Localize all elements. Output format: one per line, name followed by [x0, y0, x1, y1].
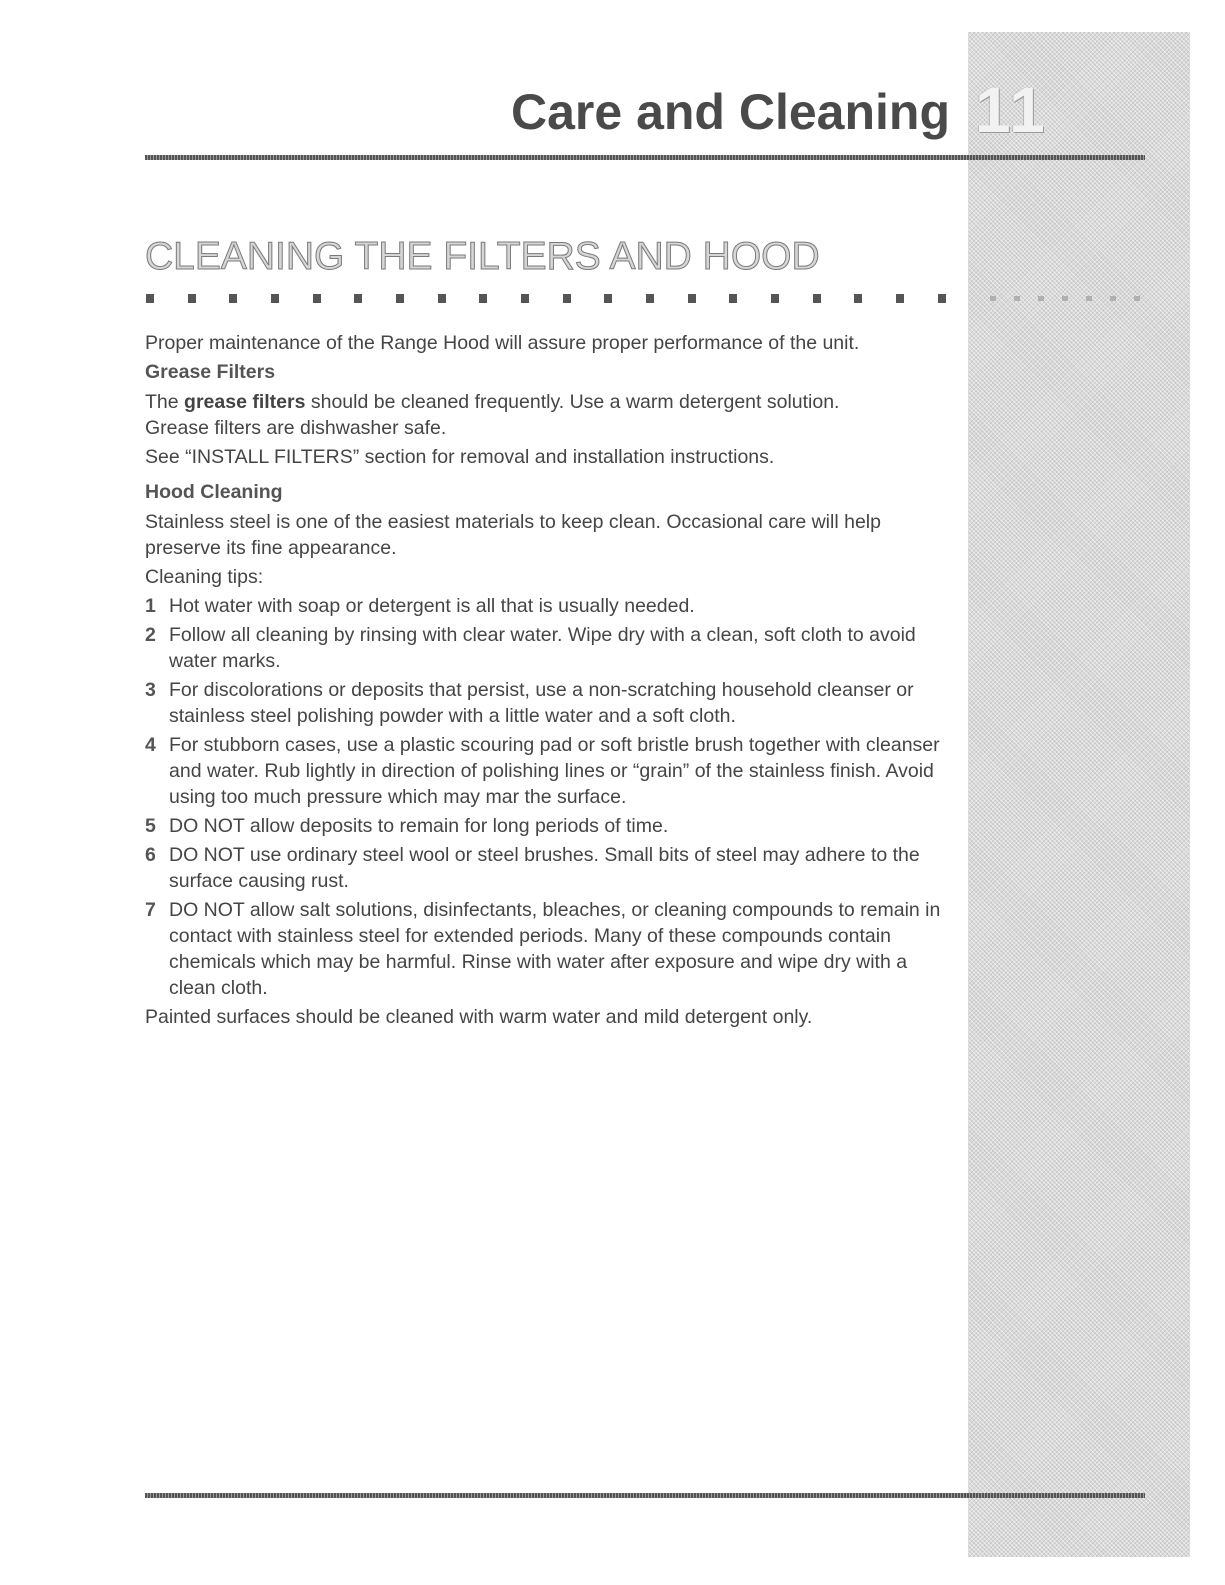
list-item-text: DO NOT allow salt solutions, disinfectants, bleaches, or cleaning compounds to remain in contact with stainless steel for extended periods. Many of these compounds contain chemicals which may be harmful. Rinse with water after exposure and wipe dry with a clean cloth. — [169, 899, 941, 999]
divider-dot — [188, 294, 196, 303]
list-item-number: 4 — [145, 734, 156, 756]
list-item — [145, 593, 955, 619]
list-item-number: 7 — [145, 899, 156, 921]
section-title: CLEANING THE FILTERS AND HOOD — [145, 235, 820, 278]
divider-dot — [688, 294, 696, 303]
grease-filters-paragraph — [145, 389, 955, 441]
list-item — [145, 813, 955, 839]
divider-dot — [313, 294, 321, 303]
list-item-text: For discolorations or deposits that persist, use a non-scratching household cleanser or stainless steel polishing powder with a little water and a soft cloth. — [169, 679, 914, 727]
list-item-text: Hot water with soap or detergent is all that is usually needed. — [169, 595, 695, 617]
list-item-text: DO NOT allow deposits to remain for long periods of time. — [169, 815, 669, 837]
divider-dot — [479, 294, 487, 303]
list-item-number: 3 — [145, 679, 156, 701]
hood-cleaning-paragraph: Stainless steel is one of the easiest materials to keep clean. Occasional care will help preserve its fine appearance. — [145, 511, 881, 559]
list-item-number: 2 — [145, 624, 156, 646]
divider-dot — [438, 294, 446, 303]
list-item — [145, 622, 955, 674]
list-item — [145, 897, 955, 1001]
divider-dot — [563, 294, 571, 303]
cleaning-tips-label: Cleaning tips: — [145, 566, 264, 588]
list-item-number: 5 — [145, 815, 156, 837]
page-number: 11 — [975, 74, 1047, 146]
cleaning-tips-list — [145, 593, 955, 1001]
grease-filters-text-start: The — [145, 391, 185, 413]
divider-dot — [229, 294, 237, 303]
divider-dot — [813, 294, 821, 303]
hood-cleaning-heading: Hood Cleaning — [145, 481, 283, 503]
list-item — [145, 677, 955, 729]
divider-dot — [1014, 296, 1020, 301]
side-dotted-divider — [990, 296, 1140, 302]
divider-dot — [1062, 296, 1068, 301]
divider-dot — [729, 294, 737, 303]
list-item-text: Follow all cleaning by rinsing with clear water. Wipe dry with a clean, soft cloth to avoid water marks. — [169, 624, 916, 672]
grease-filters-bold-term: grease filters — [184, 391, 306, 413]
list-item-text: For stubborn cases, use a plastic scouring pad or soft bristle brush together with cleanser and water. Rub lightly in direction of polishing lines or “grain” of the stainless finish. Avoid using too much pressure which may mar the surface. — [169, 734, 940, 808]
list-item-number: 1 — [145, 595, 156, 617]
divider-dot — [604, 294, 612, 303]
divider-dot — [521, 294, 529, 303]
footer-rule — [145, 1493, 1145, 1498]
divider-dot — [1086, 296, 1092, 301]
divider-dot — [1110, 296, 1116, 301]
divider-dot — [354, 294, 362, 303]
divider-dot — [771, 294, 779, 303]
divider-dot — [271, 294, 279, 303]
painted-surfaces-note: Painted surfaces should be cleaned with warm water and mild detergent only. — [145, 1006, 813, 1028]
divider-dot — [1134, 296, 1140, 301]
grease-filters-text-end: should be cleaned frequently. Use a warm detergent solution. — [305, 391, 840, 413]
divider-dot — [938, 294, 946, 303]
grease-filters-dishwasher-note: Grease filters are dishwasher safe. — [145, 417, 447, 439]
install-filters-reference: See “INSTALL FILTERS” section for removal and installation instructions. — [145, 446, 775, 468]
intro-paragraph: Proper maintenance of the Range Hood will assure proper performance of the unit. — [145, 332, 860, 354]
list-item-text: DO NOT use ordinary steel wool or steel brushes. Small bits of steel may adhere to the surface causing rust. — [169, 844, 920, 892]
divider-dot — [396, 294, 404, 303]
list-item — [145, 732, 955, 810]
page-content — [145, 330, 955, 1033]
header-rule — [145, 155, 1145, 160]
divider-dot — [146, 294, 154, 303]
divider-dot — [990, 296, 996, 301]
dotted-divider — [146, 294, 946, 304]
divider-dot — [1038, 296, 1044, 301]
divider-dot — [896, 294, 904, 303]
grease-filters-heading: Grease Filters — [145, 361, 276, 383]
divider-dot — [854, 294, 862, 303]
list-item-number: 6 — [145, 844, 156, 866]
divider-dot — [646, 294, 654, 303]
side-band-decoration — [968, 32, 1190, 1557]
chapter-title: Care and Cleaning — [511, 84, 950, 140]
list-item — [145, 842, 955, 894]
